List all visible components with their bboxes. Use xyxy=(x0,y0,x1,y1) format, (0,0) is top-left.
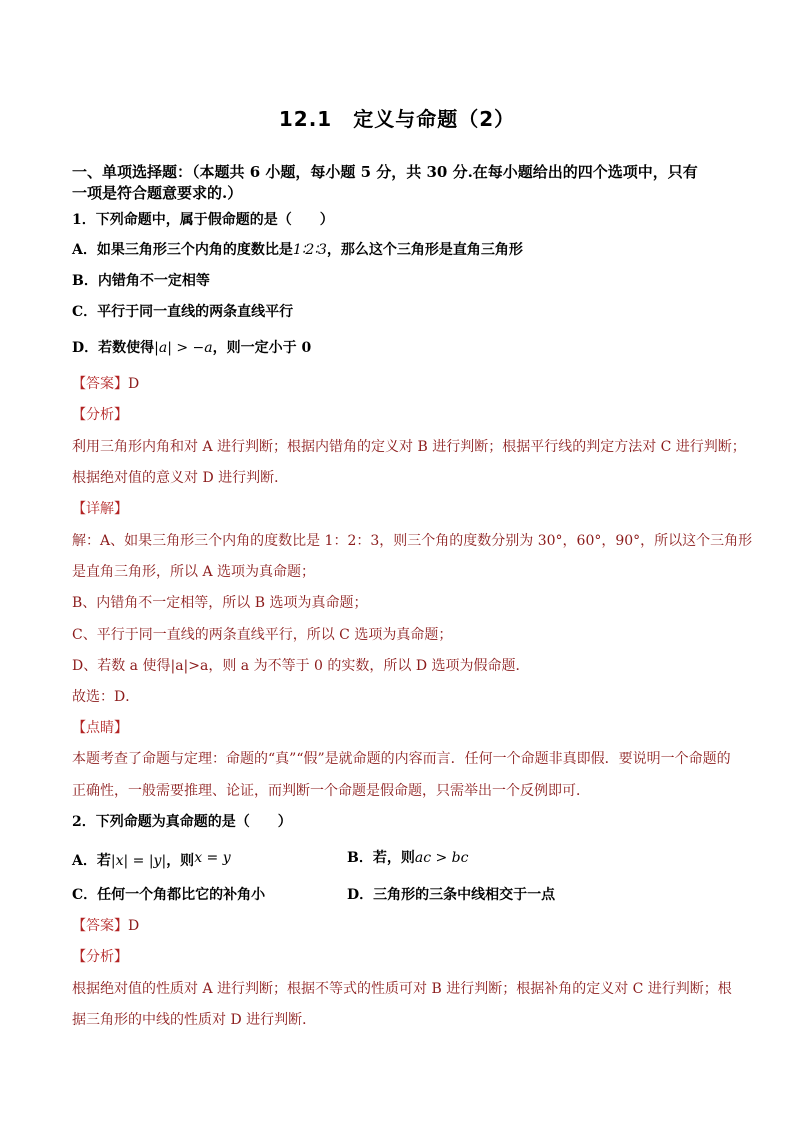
section-header-line2: 一项是符合题意要求的.） xyxy=(72,184,243,202)
q1-option-b: B．内错角不一定相等 xyxy=(72,273,210,289)
q1-detail-line2: 是直角三角形，所以 A 选项为真命题； xyxy=(72,564,316,580)
q2-option-c: C．任何一个角都比它的补角小 xyxy=(72,887,266,903)
q1-analysis-label: 【分析】 xyxy=(72,407,128,423)
q1-choose: 故选：D． xyxy=(72,689,140,705)
q1-detail-line3: B、内错角不一定相等，所以 B 选项为真命题； xyxy=(72,595,368,611)
q2-analysis-line2: 据三角形的中线的性质对 D 进行判断． xyxy=(72,1012,317,1028)
q1-answer-value: D xyxy=(128,376,140,392)
q2-analysis-label: 【分析】 xyxy=(72,949,128,965)
q1-detail-line1: 解：A、如果三角形三个内角的度数比是 1：2：3，则三个角的度数分别为 30°，60°，90°，所以这个三角形 xyxy=(72,533,753,549)
q1-analysis-line1: 利用三角形内角和对 A 进行判断；根据内错角的定义对 B 进行判断；根据平行线的判定方法对 C 进行判断； xyxy=(72,439,746,455)
q2-option-row-1 xyxy=(72,849,732,870)
q2-analysis-line1: 根据绝对值的性质对 A 进行判断；根据不等式的性质可对 B 进行判断；根据补角的定义对 C 进行判断；根 xyxy=(72,981,732,997)
q1-detail-line4: C、平行于同一直线的两条直线平行，所以 C 选项为真命题； xyxy=(72,627,453,643)
q2-option-b-math: ac > bc xyxy=(414,850,469,866)
q1-stem: 1．下列命题中，属于假命题的是（ ） xyxy=(72,212,334,228)
q2-stem: 2．下列命题为真命题的是（ ） xyxy=(72,814,292,830)
q1-analysis-line2: 根据绝对值的意义对 D 进行判断． xyxy=(72,470,289,486)
section-header-line1: 一、单项选择题：（本题共 6 小题，每小题 5 分，共 30 分.在每小题给出的四个选项中，只有 xyxy=(72,163,698,181)
q1-option-a-math: 1∶2∶3 xyxy=(292,242,327,258)
q1-option-d-text-post: ，则一定小于 0 xyxy=(212,340,312,356)
q1-option-c: C．平行于同一直线的两条直线平行 xyxy=(72,304,294,320)
q1-detail-line5: D、若数 a 使得|a|>a，则 a 为不等于 0 的实数，所以 D 选项为假命题． xyxy=(72,658,530,674)
q1-option-d-text: D．若数使得 xyxy=(72,340,155,356)
q1-option-a-text: A．如果三角形三个内角的度数比是 xyxy=(72,242,293,258)
page-title: 12.1 定义与命题（2） xyxy=(278,107,516,131)
q2-option-a-mid: ，则 xyxy=(166,853,195,869)
q2-option-a xyxy=(72,850,231,869)
q1-comment-line1: 本题考查了命题与定理：命题的“真”“假”是就命题的内容而言．任何一个命题非真即假．要说明一个命题的 xyxy=(72,751,731,767)
q1-detail-label: 【详解】 xyxy=(72,501,128,517)
q2-answer-value: D xyxy=(128,918,140,934)
q2-option-b xyxy=(347,849,468,867)
q2-option-b-text: B．若，则 xyxy=(347,850,415,866)
q1-answer xyxy=(72,375,732,393)
q1-comment-line2: 正确性，一般需要推理、论证，而判断一个命题是假命题，只需举出一个反例即可． xyxy=(72,783,590,799)
q1-option-d xyxy=(72,339,732,357)
q2-option-a-math: |x| = |y| xyxy=(110,853,167,869)
q2-option-a-math2: x = y xyxy=(194,850,231,866)
q2-option-a-text: A．若 xyxy=(72,853,111,869)
q1-option-a-text-post: ，那么这个三角形是直角三角形 xyxy=(326,242,523,258)
q2-answer-label: 【答案】 xyxy=(72,918,128,934)
q2-option-d: D．三角形的三条中线相交于一点 xyxy=(347,887,556,903)
q1-answer-label: 【答案】 xyxy=(72,376,128,392)
q1-option-a xyxy=(72,241,732,259)
q1-option-d-math: |a| > −a xyxy=(154,340,213,356)
q2-option-row-2 xyxy=(72,886,732,904)
q1-comment-label: 【点睛】 xyxy=(72,720,128,736)
q2-answer xyxy=(72,917,732,935)
